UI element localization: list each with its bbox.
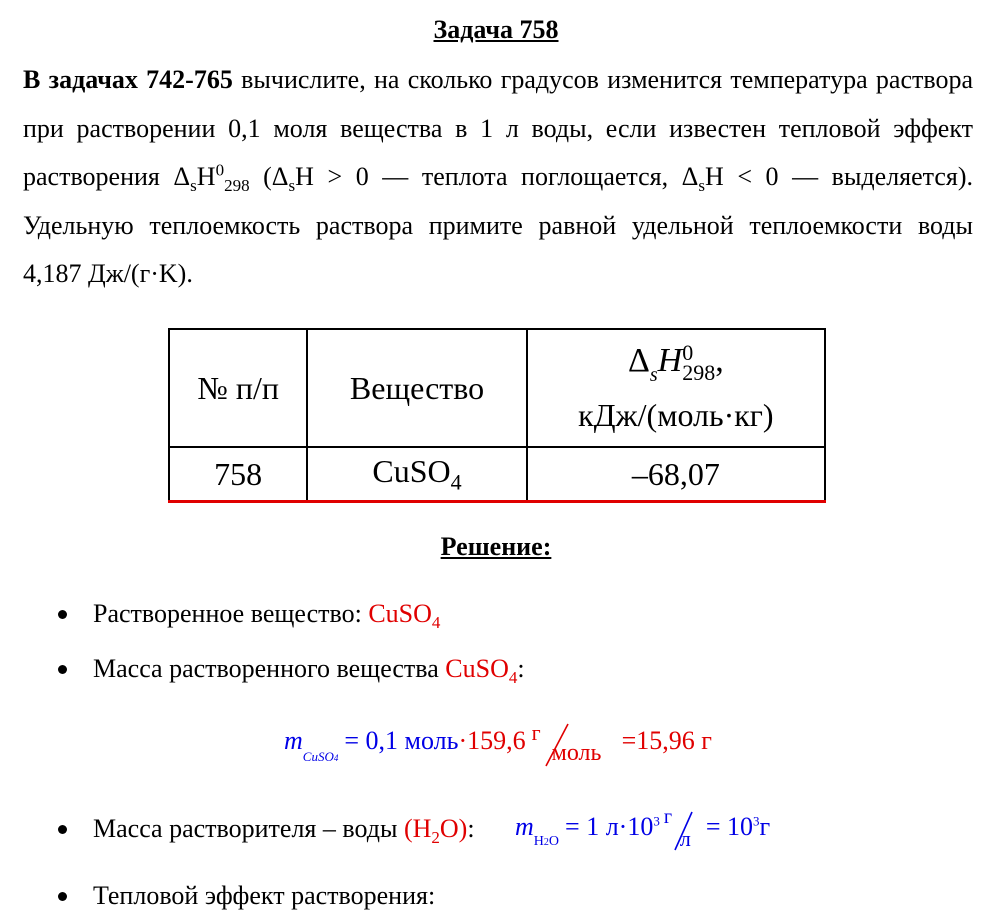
- bullet-icon: [58, 610, 67, 619]
- formula-solute-mass: $m_{CuSO4}= 0,1$ моль·159,6 г моль =15,96 г: [284, 726, 712, 766]
- cell-number: 758: [169, 447, 307, 502]
- cell-enthalpy-value: –68,07: [527, 447, 825, 502]
- table-header-row: [169, 329, 825, 447]
- problem-title: Задача 758: [433, 15, 559, 44]
- list-item: Растворенное вещество: CuSO$_4$: [58, 598, 440, 639]
- list-item: Масса растворенного вещества CuSO$_4$:: [58, 653, 525, 694]
- formula-water-mass: $m_{H2O}= 1$ $л\cdot 10^3$ г л = $10^3г$: [515, 812, 770, 848]
- problem-range: В задачах 742-765: [23, 65, 233, 94]
- header-units: кДж/(моль·кг): [578, 397, 774, 433]
- solution-title: Решение:: [440, 532, 552, 561]
- bullet-icon: [58, 665, 67, 674]
- header-substance: Вещество: [307, 329, 526, 447]
- data-table: [168, 328, 826, 503]
- header-enthalpy: $\Delta_sH0$ 298, кДж/(моль·кг): [527, 329, 825, 447]
- bullet-icon: [58, 892, 67, 901]
- list-item: Тепловой эффект растворения:: [58, 880, 435, 912]
- table-row: [169, 447, 825, 502]
- bullet-icon: [58, 825, 67, 834]
- cell-substance: CuSO$_4$: [307, 447, 526, 502]
- list-item: Масса растворителя – воды $(H_2O)$:: [58, 813, 475, 854]
- header-number: № п/п: [169, 329, 307, 447]
- problem-statement: В задачах 742-765 вычислите, на сколько градусов изменится температура раствора при растворении 0,1 моля вещества в 1 л воды, если известен тепловой эффект растворения $\Delta_sH^0_{298}$ ($\Delta_sH > 0$ — теплота поглощается, $\Delta_sH < 0$ — выделяется). Удельную теплоемкость раствора примите равной удельной теплоемкости воды 4,187 Дж/(г·K).: [23, 65, 973, 288]
